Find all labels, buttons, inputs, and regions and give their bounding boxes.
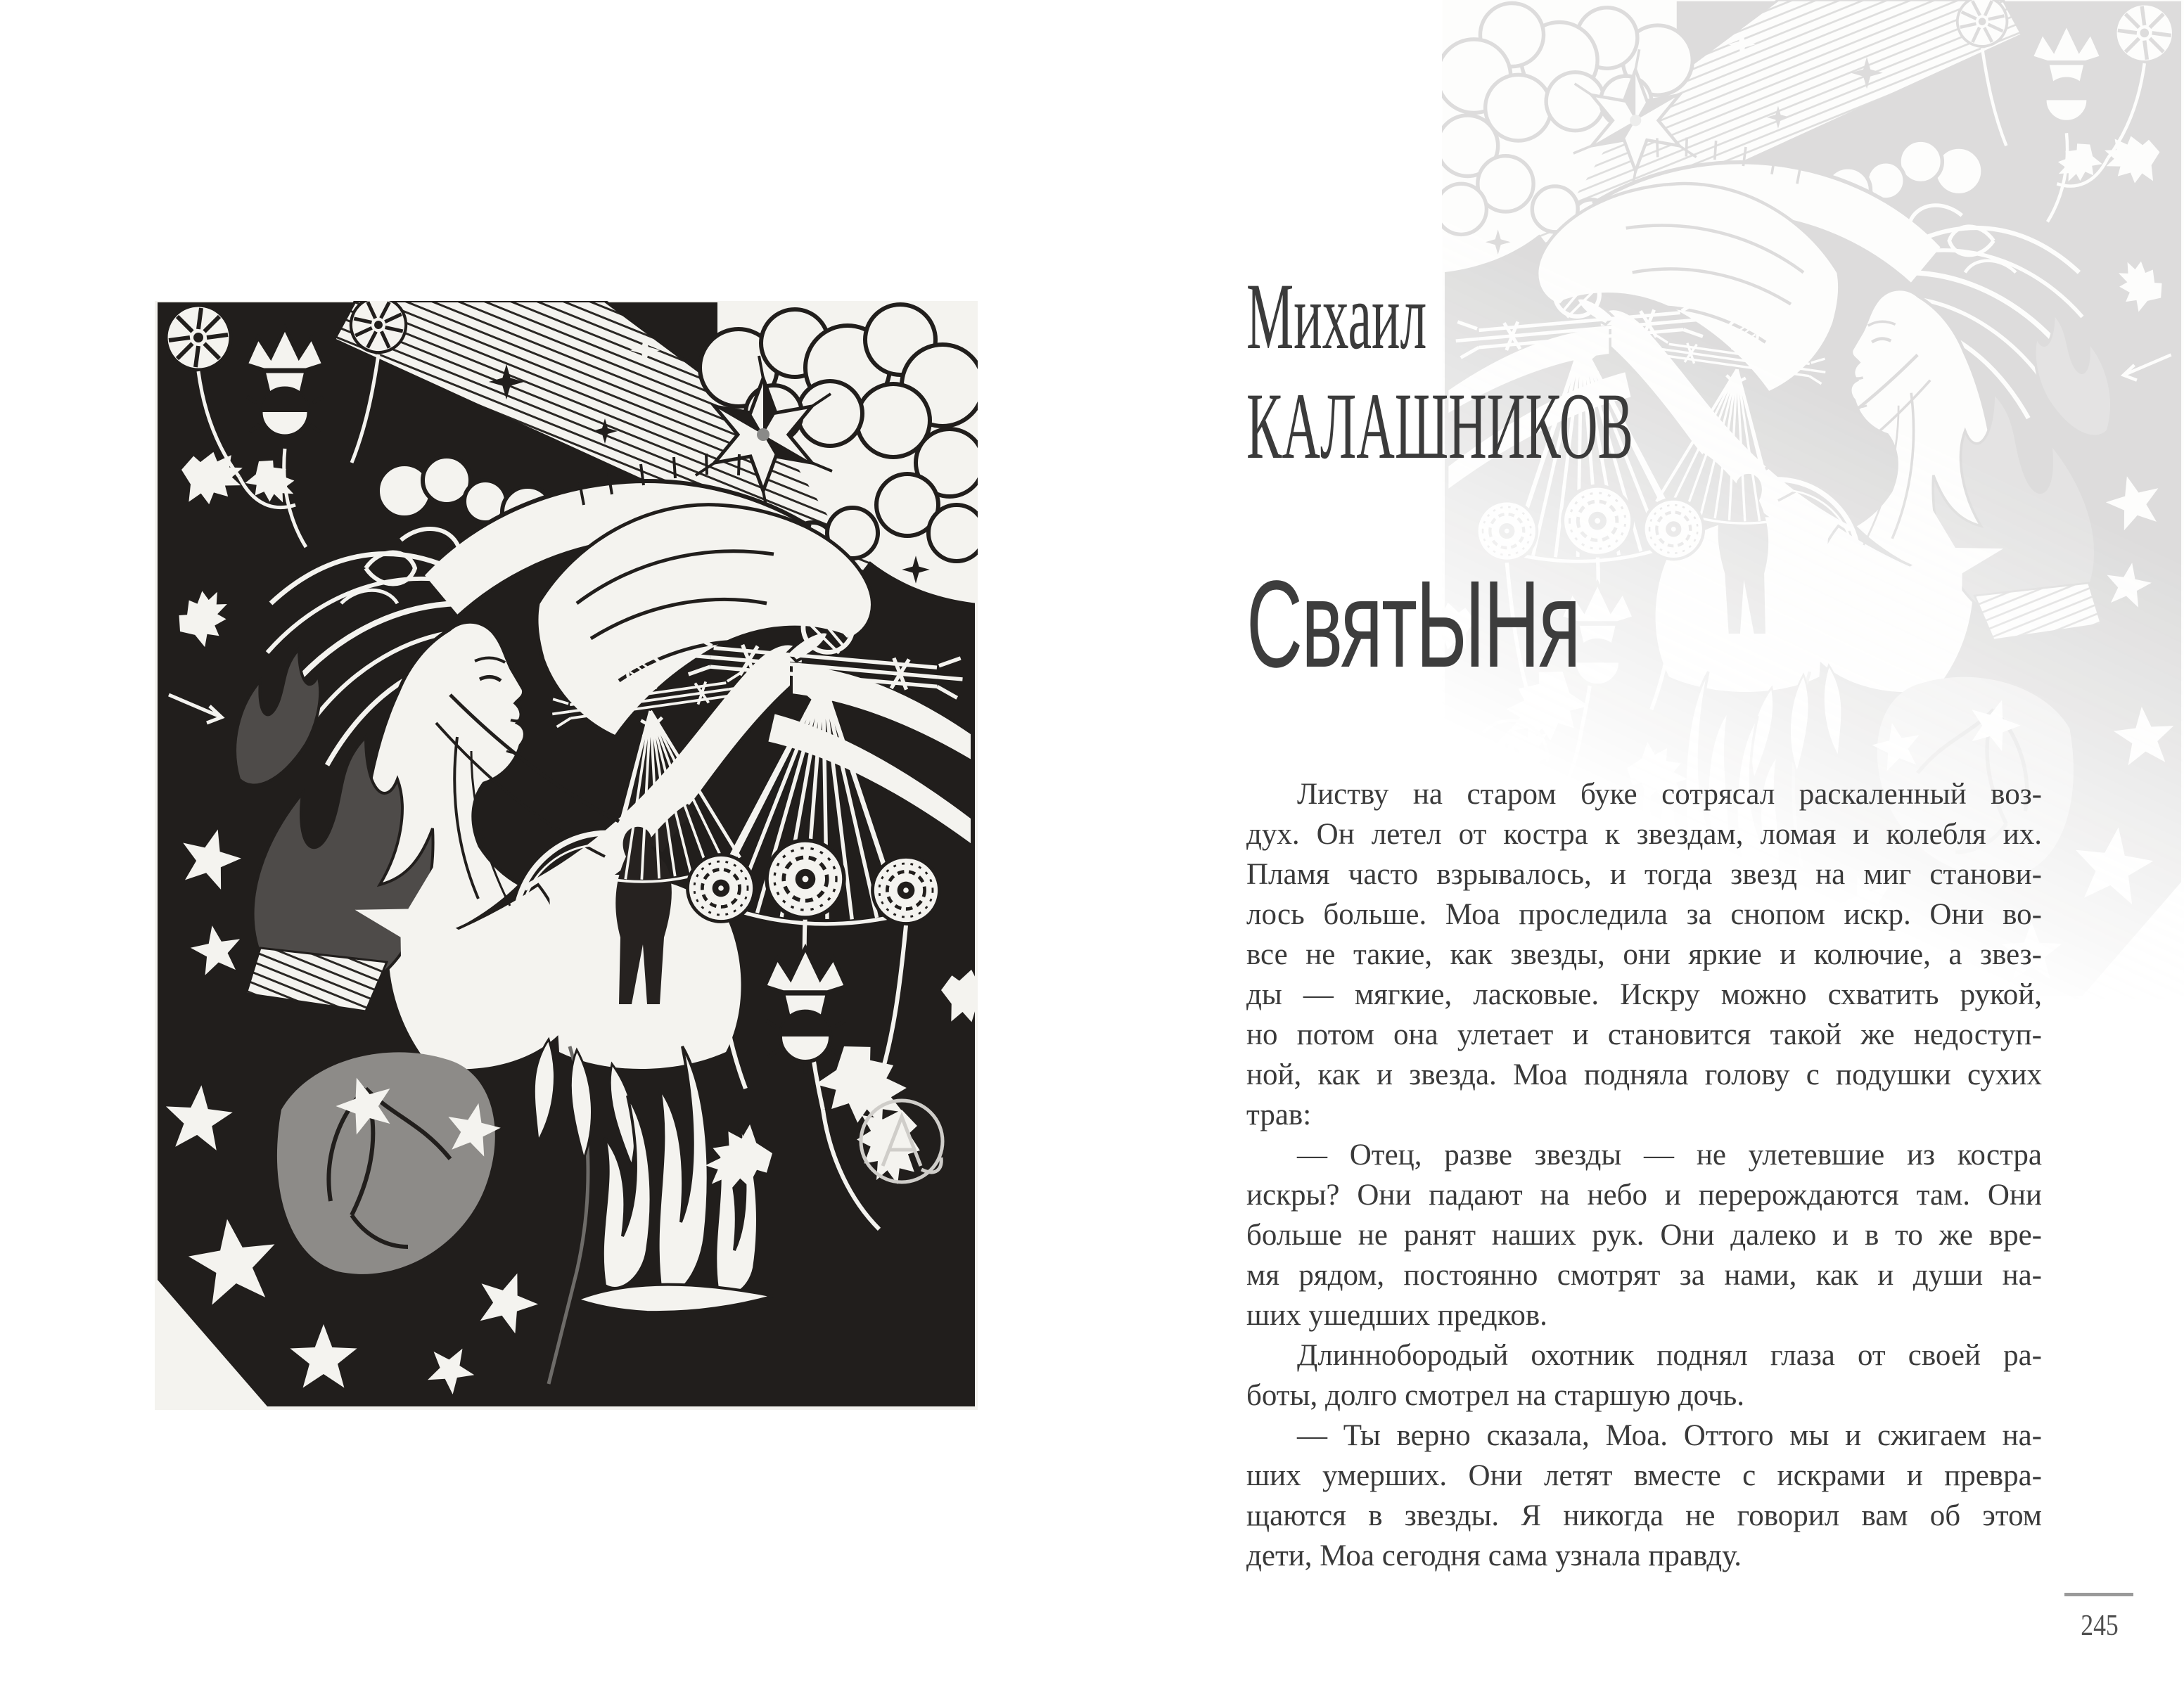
story-line: ших умерших. Они летят вместе с искрами и превра-	[1246, 1459, 2042, 1492]
story-line: ших ушедших предков.	[1246, 1299, 1547, 1332]
story-line: лось больше. Моа проследила за снопом искр. Они во-	[1246, 898, 2042, 931]
story-title: СвятЫНя	[1246, 556, 1580, 693]
story-line: Длиннобородый охотник поднял глаза от своей ра-	[1297, 1339, 2042, 1372]
story-line: щаются в звезды. Я никогда не говорил вам об этом	[1246, 1499, 2042, 1532]
folio-rule	[2064, 1593, 2133, 1596]
story-line: боты, долго смотрел на старшую дочь.	[1246, 1379, 1744, 1412]
story-line: Пламя часто взрывалось, и тогда звезд на миг станови-	[1246, 858, 2042, 891]
story-line: мя рядом, постоянно смотрят за нами, как и души на-	[1246, 1259, 2042, 1292]
story-line: больше не ранят наших рук. Они далеко и в то же вре-	[1246, 1219, 2042, 1252]
story-line: ной, как и звезда. Моа подняла голову с подушки сухих	[1246, 1058, 2042, 1091]
story-line: но потом она улетает и становится такой же недоступ-	[1246, 1018, 2042, 1051]
story-line: искры? Они падают на небо и перерождаются там. Они	[1246, 1179, 2042, 1212]
story-line: все не такие, как звезды, они яркие и колючие, а звез-	[1246, 938, 2042, 971]
page-number: 245	[2081, 1610, 2119, 1642]
author-name	[1246, 262, 1633, 482]
ink-drawing	[155, 301, 978, 1410]
story-line: дух. Он летел от костра к звездам, ломая и колебля их.	[1246, 818, 2042, 851]
story-line: трав:	[1246, 1098, 1312, 1131]
story-line: Листву на старом буке сотрясал раскаленный воз-	[1297, 778, 2042, 811]
author-first-name: Михаил	[1246, 264, 1427, 369]
story-line: — Отец, разве звезды — не улетевшие из костра	[1297, 1139, 2042, 1172]
story-line: — Ты верно сказала, Моа. Оттого мы и сжигаем на-	[1297, 1419, 2042, 1452]
story-line: дети, Моа сегодня сама узнала правду.	[1246, 1539, 1742, 1572]
author-last-name: КАЛАШНИКОВ	[1246, 374, 1633, 479]
story-text	[1246, 774, 2042, 1576]
story-line: ды — мягкие, ласковые. Искру можно схватить рукой,	[1246, 978, 2042, 1011]
story-illustration	[155, 301, 978, 1410]
